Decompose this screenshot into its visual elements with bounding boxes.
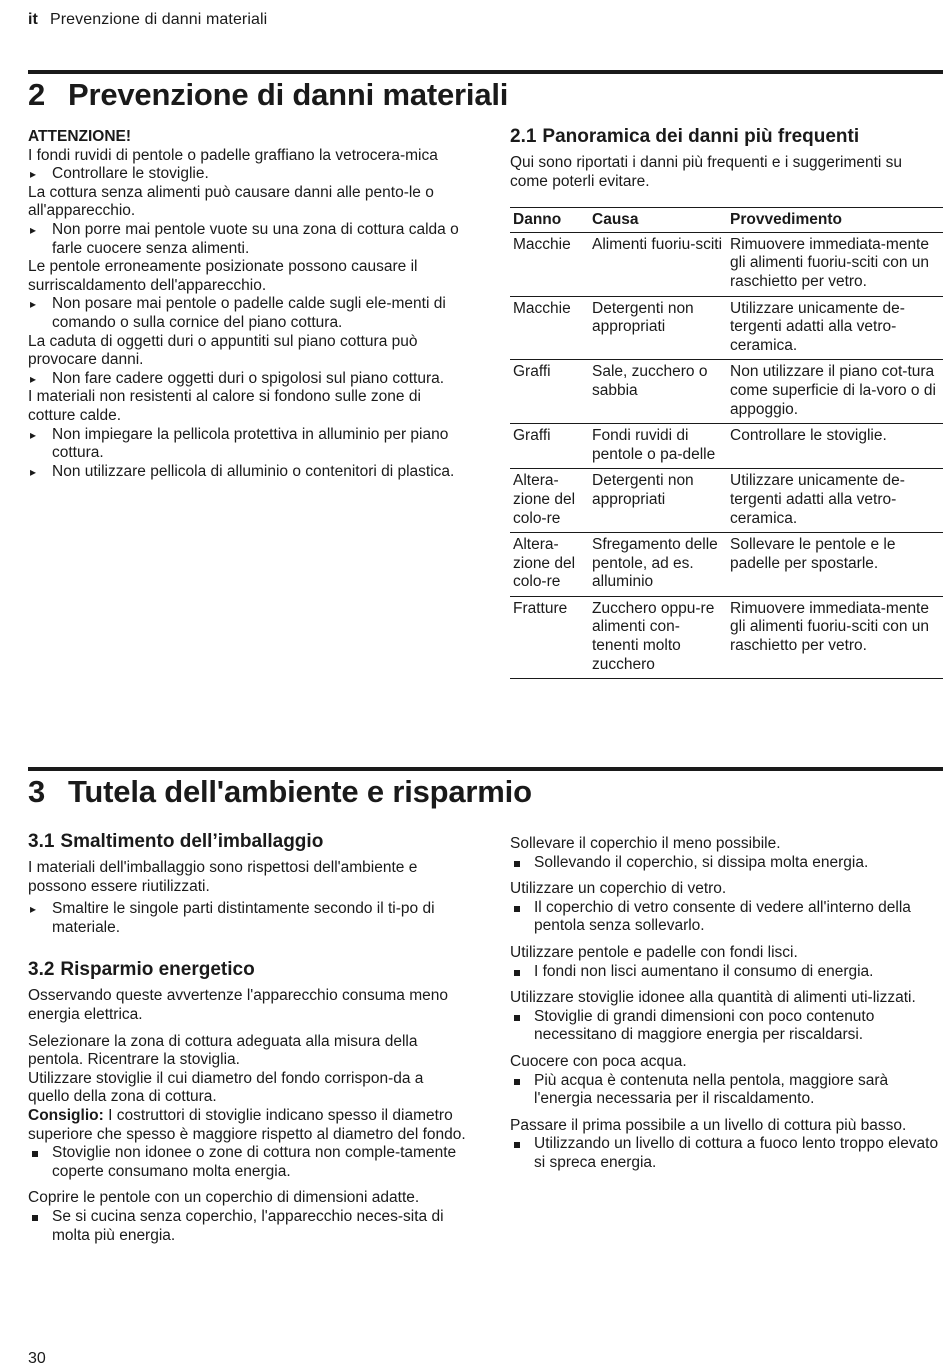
energy-tip: Cuocere con poca acqua. [510, 1052, 687, 1070]
hazard-text: I materiali non resistenti al calore si fondono sulle zone di cotture calde. [28, 388, 421, 424]
measure-list [28, 165, 468, 184]
column-header-danno: Danno [510, 208, 589, 233]
energy-tip: Sollevare il coperchio il meno possibile. [510, 835, 781, 852]
advice-paragraph [28, 1107, 468, 1144]
energy-tip: Utilizzare stoviglie il cui diametro del fondo corrispon-da a quello della zona di cottura. [28, 1069, 424, 1106]
measure-item: ▸ Non porre mai pentole vuote su una zona di cottura calda o farle cuocere senza alimenti. [28, 221, 468, 258]
measure-item: ▸ Non posare mai pentole o padelle calde sugli ele-menti di comando o sulla cornice del piano cottura. [28, 295, 468, 332]
table-cell: Detergenti non appropriati [589, 296, 727, 360]
table-cell: Altera-zione del colo-re [510, 533, 589, 597]
table-cell: Graffi [510, 424, 589, 469]
energy-tip: Utilizzare stoviglie idonee alla quantità di alimenti uti-lizzati. [510, 989, 916, 1007]
energy-tip: Utilizzare pentole e padelle con fondi lisci. [510, 943, 798, 961]
table-row [510, 533, 943, 597]
result-list [510, 1135, 943, 1172]
result-item: I fondi non lisci aumentano il consumo di energia. [510, 963, 943, 982]
table-row [510, 596, 943, 678]
result-list [510, 854, 943, 873]
result-list [510, 963, 943, 982]
table-cell: Sollevare le pentole e le padelle per spostarle. [727, 533, 943, 597]
measure-item: ▸ Smaltire le singole parti distintamente secondo il ti-po di materiale. [28, 900, 468, 937]
column-header-provvedimento: Provvedimento [727, 208, 943, 233]
energy-intro: Osservando queste avvertenze l'apparecchio consuma meno energia elettrica. [28, 987, 448, 1023]
measure-item: ▸ Non utilizzare pellicola di alluminio o contenitori di plastica. [28, 463, 468, 482]
page-number: 30 [28, 1350, 46, 1367]
table-cell: Graffi [510, 360, 589, 424]
packaging-text: I materiali dell'imballaggio sono rispettosi dell'ambiente e possono essere riutilizzati. [28, 859, 418, 895]
subsection-number: 2.1 [510, 126, 537, 147]
section-2-heading [28, 77, 508, 113]
section-2-left-column [28, 128, 468, 481]
section-number: 3 [28, 774, 46, 809]
measure-list [28, 295, 468, 332]
table-cell: Fratture [510, 596, 589, 678]
table-cell: Macchie [510, 232, 589, 296]
subsection-number: 3.2 [28, 959, 55, 981]
damage-table [510, 207, 943, 679]
table-cell: Non utilizzare il piano cot-tura come superficie di la-voro o di appoggio. [727, 360, 943, 424]
column-header-causa: Causa [589, 208, 727, 233]
advice-label: Consiglio: [28, 1106, 104, 1124]
measure-item: ▸ Non impiegare la pellicola protettiva in alluminio per piano cottura. [28, 426, 468, 463]
table-cell: Zucchero oppu-re alimenti con-tenenti molto zucchero [589, 596, 727, 678]
measure-list [28, 221, 468, 258]
result-item: Se si cucina senza coperchio, l'apparecchio neces-sita di molta più energia. [28, 1208, 468, 1245]
table-row [510, 424, 943, 469]
table-row [510, 232, 943, 296]
measure-item: ▸ Non fare cadere oggetti duri o spigolosi sul piano cottura. [28, 370, 468, 389]
table-cell: Rimuovere immediata-mente gli alimenti fuoriu-sciti con un raschietto per vetro. [727, 596, 943, 678]
result-item: Stoviglie di grandi dimensioni con poco contenuto necessitano di maggiore energia per riscaldarsi. [510, 1008, 943, 1045]
table-cell: Utilizzare unicamente de-tergenti adatti alla vetro-ceramica. [727, 469, 943, 533]
section-3-right-column [510, 835, 943, 1173]
subsection-number: 3.1 [28, 831, 55, 852]
running-header [28, 11, 267, 29]
table-cell: Altera-zione del colo-re [510, 469, 589, 533]
table-cell: Controllare le stoviglie. [727, 424, 943, 469]
section-3-heading [28, 774, 532, 810]
result-list [28, 1208, 468, 1245]
result-list [510, 899, 943, 936]
running-header-title: Prevenzione di danni materiali [49, 11, 268, 28]
energy-tip: Coprire le pentole con un coperchio di dimensioni adatte. [28, 1189, 420, 1207]
table-cell: Detergenti non appropriati [589, 469, 727, 533]
result-list [28, 1144, 468, 1181]
section-number: 2 [28, 77, 46, 112]
subsection-title: Smaltimento dell’imballaggio [60, 831, 324, 852]
subsection-title: Panoramica dei danni più frequenti [542, 126, 860, 147]
section-title: Prevenzione di danni materiali [68, 77, 509, 112]
measure-list [28, 900, 468, 937]
table-cell: Sale, zucchero o sabbia [589, 360, 727, 424]
subsection-title: Risparmio energetico [60, 959, 255, 981]
section-rule [28, 767, 943, 771]
table-cell: Alimenti fuoriu-sciti [589, 232, 727, 296]
energy-tip: Utilizzare un coperchio di vetro. [510, 880, 727, 898]
table-row [510, 469, 943, 533]
hazard-text: I fondi ruvidi di pentole o padelle graffiano la vetrocera-mica [28, 146, 438, 164]
table-row [510, 296, 943, 360]
section-2-right-column [510, 126, 943, 679]
subsection-3-1-heading [28, 831, 468, 853]
subsection-2-1-heading [510, 126, 943, 148]
table-header-row [510, 208, 943, 233]
result-list [510, 1072, 943, 1109]
energy-tip: Selezionare la zona di cottura adeguata alla misura della pentola. Ricentrare la stoviglia. [28, 1032, 418, 1069]
hazard-text: La cottura senza alimenti può causare danni alle pento-le o all'apparecchio. [28, 183, 434, 220]
table-row [510, 360, 943, 424]
section-3-left-column [28, 831, 468, 1245]
measure-list [28, 426, 468, 482]
result-item: Il coperchio di vetro consente di vedere all'interno della pentola senza sollevarlo. [510, 899, 943, 936]
advice-text: I costruttori di stoviglie indicano spesso il diametro superiore che spesso è maggiore rispetto al diametro del fondo. [28, 1106, 466, 1143]
table-cell: Macchie [510, 296, 589, 360]
measure-list [28, 370, 468, 389]
result-list [510, 1008, 943, 1045]
measure-item: ▸ Controllare le stoviglie. [28, 165, 468, 184]
energy-tip: Passare il prima possibile a un livello di cottura più basso. [510, 1116, 907, 1134]
table-cell: Utilizzare unicamente de-tergenti adatti alla vetro-ceramica. [727, 296, 943, 360]
subsection-3-2-heading [28, 959, 468, 981]
section-title: Tutela dell'ambiente e risparmio [68, 774, 532, 809]
warning-label: ATTENZIONE! [28, 128, 132, 145]
result-item: Sollevando il coperchio, si dissipa molta energia. [510, 854, 943, 873]
table-intro: Qui sono riportati i danni più frequenti e i suggerimenti su come poterli evitare. [510, 154, 903, 190]
table-cell: Fondi ruvidi di pentole o pa-delle [589, 424, 727, 469]
result-item: Utilizzando un livello di cottura a fuoco lento troppo elevato si spreca energia. [510, 1135, 943, 1172]
language-code: it [28, 11, 38, 28]
table-cell: Rimuovere immediata-mente gli alimenti fuoriu-sciti con un raschietto per vetro. [727, 232, 943, 296]
section-rule [28, 70, 943, 74]
hazard-text: La caduta di oggetti duri o appuntiti sul piano cottura può provocare danni. [28, 332, 418, 369]
hazard-text: Le pentole erroneamente posizionate possono causare il surriscaldamento dell'apparecchio. [28, 258, 418, 294]
table-cell: Sfregamento delle pentole, ad es. alluminio [589, 533, 727, 597]
result-item: Più acqua è contenuta nella pentola, maggiore sarà l'energia necessaria per il riscaldamento. [510, 1072, 943, 1109]
result-item: Stoviglie non idonee o zone di cottura non comple-tamente coperte consumano molta energia. [28, 1144, 468, 1181]
